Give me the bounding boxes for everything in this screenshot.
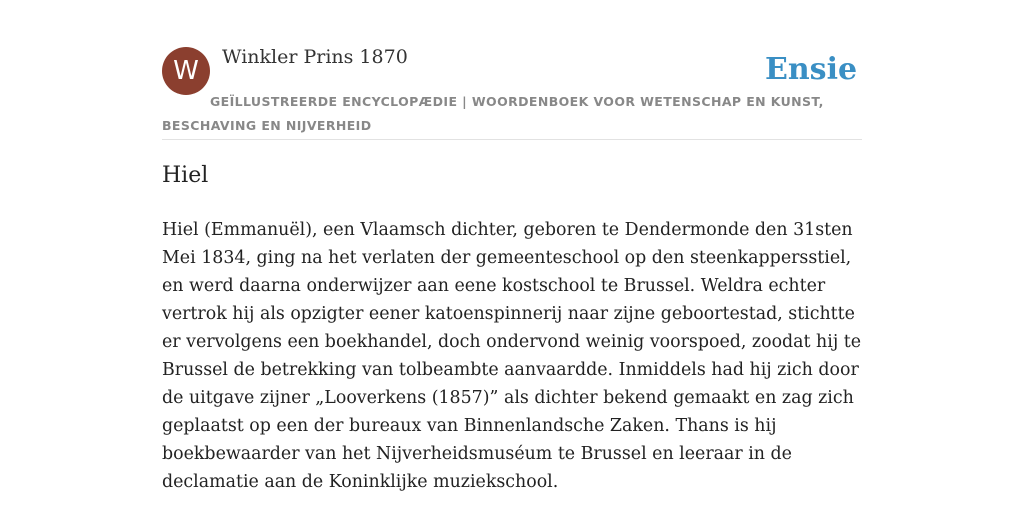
entry-title: Hiel (162, 163, 209, 188)
source-subtitle: GEÏLLUSTREERDE ENCYCLOPÆDIE | WOORDENBOEK VOOR WETENSCHAP EN KUNST, BESCHAVING EN NIJVERHEID (162, 94, 824, 133)
source-title[interactable]: Winkler Prins 1870 (222, 46, 408, 68)
ensie-logo[interactable]: Ensie (765, 52, 858, 87)
entry-body: Hiel (Emmanuël), een Vlaamsch dichter, geboren te Dendermonde den 31sten Mei 1834, ging na het verlaten der gemeenteschool op den steenkappersstiel, en werd daarna onderwijzer aan eene kostschool te Brussel. Weldra echter vertrok hij als opzigter eener katoenspinnerij naar zijne geboortestad, stichtte er vervolgens een boekhandel, doch ondervond weinig voorspoed, zoodat hij te Brussel de betrekking van tolbeambte aanvaardde. Inmiddels had hij zich door de uitgave zijner „Looverkens (1857)” als dichter bekend gemaakt en zag zich geplaatst op een der bureaux van Binnenlandsche Zaken. Thans is hij boekbewaarder van het Nijverheidsmuséum te Brussel en leeraar in de declamatie aan de Koninklijke muziekschool. (162, 220, 862, 492)
header-divider (162, 139, 862, 140)
source-avatar[interactable]: W (162, 47, 210, 95)
